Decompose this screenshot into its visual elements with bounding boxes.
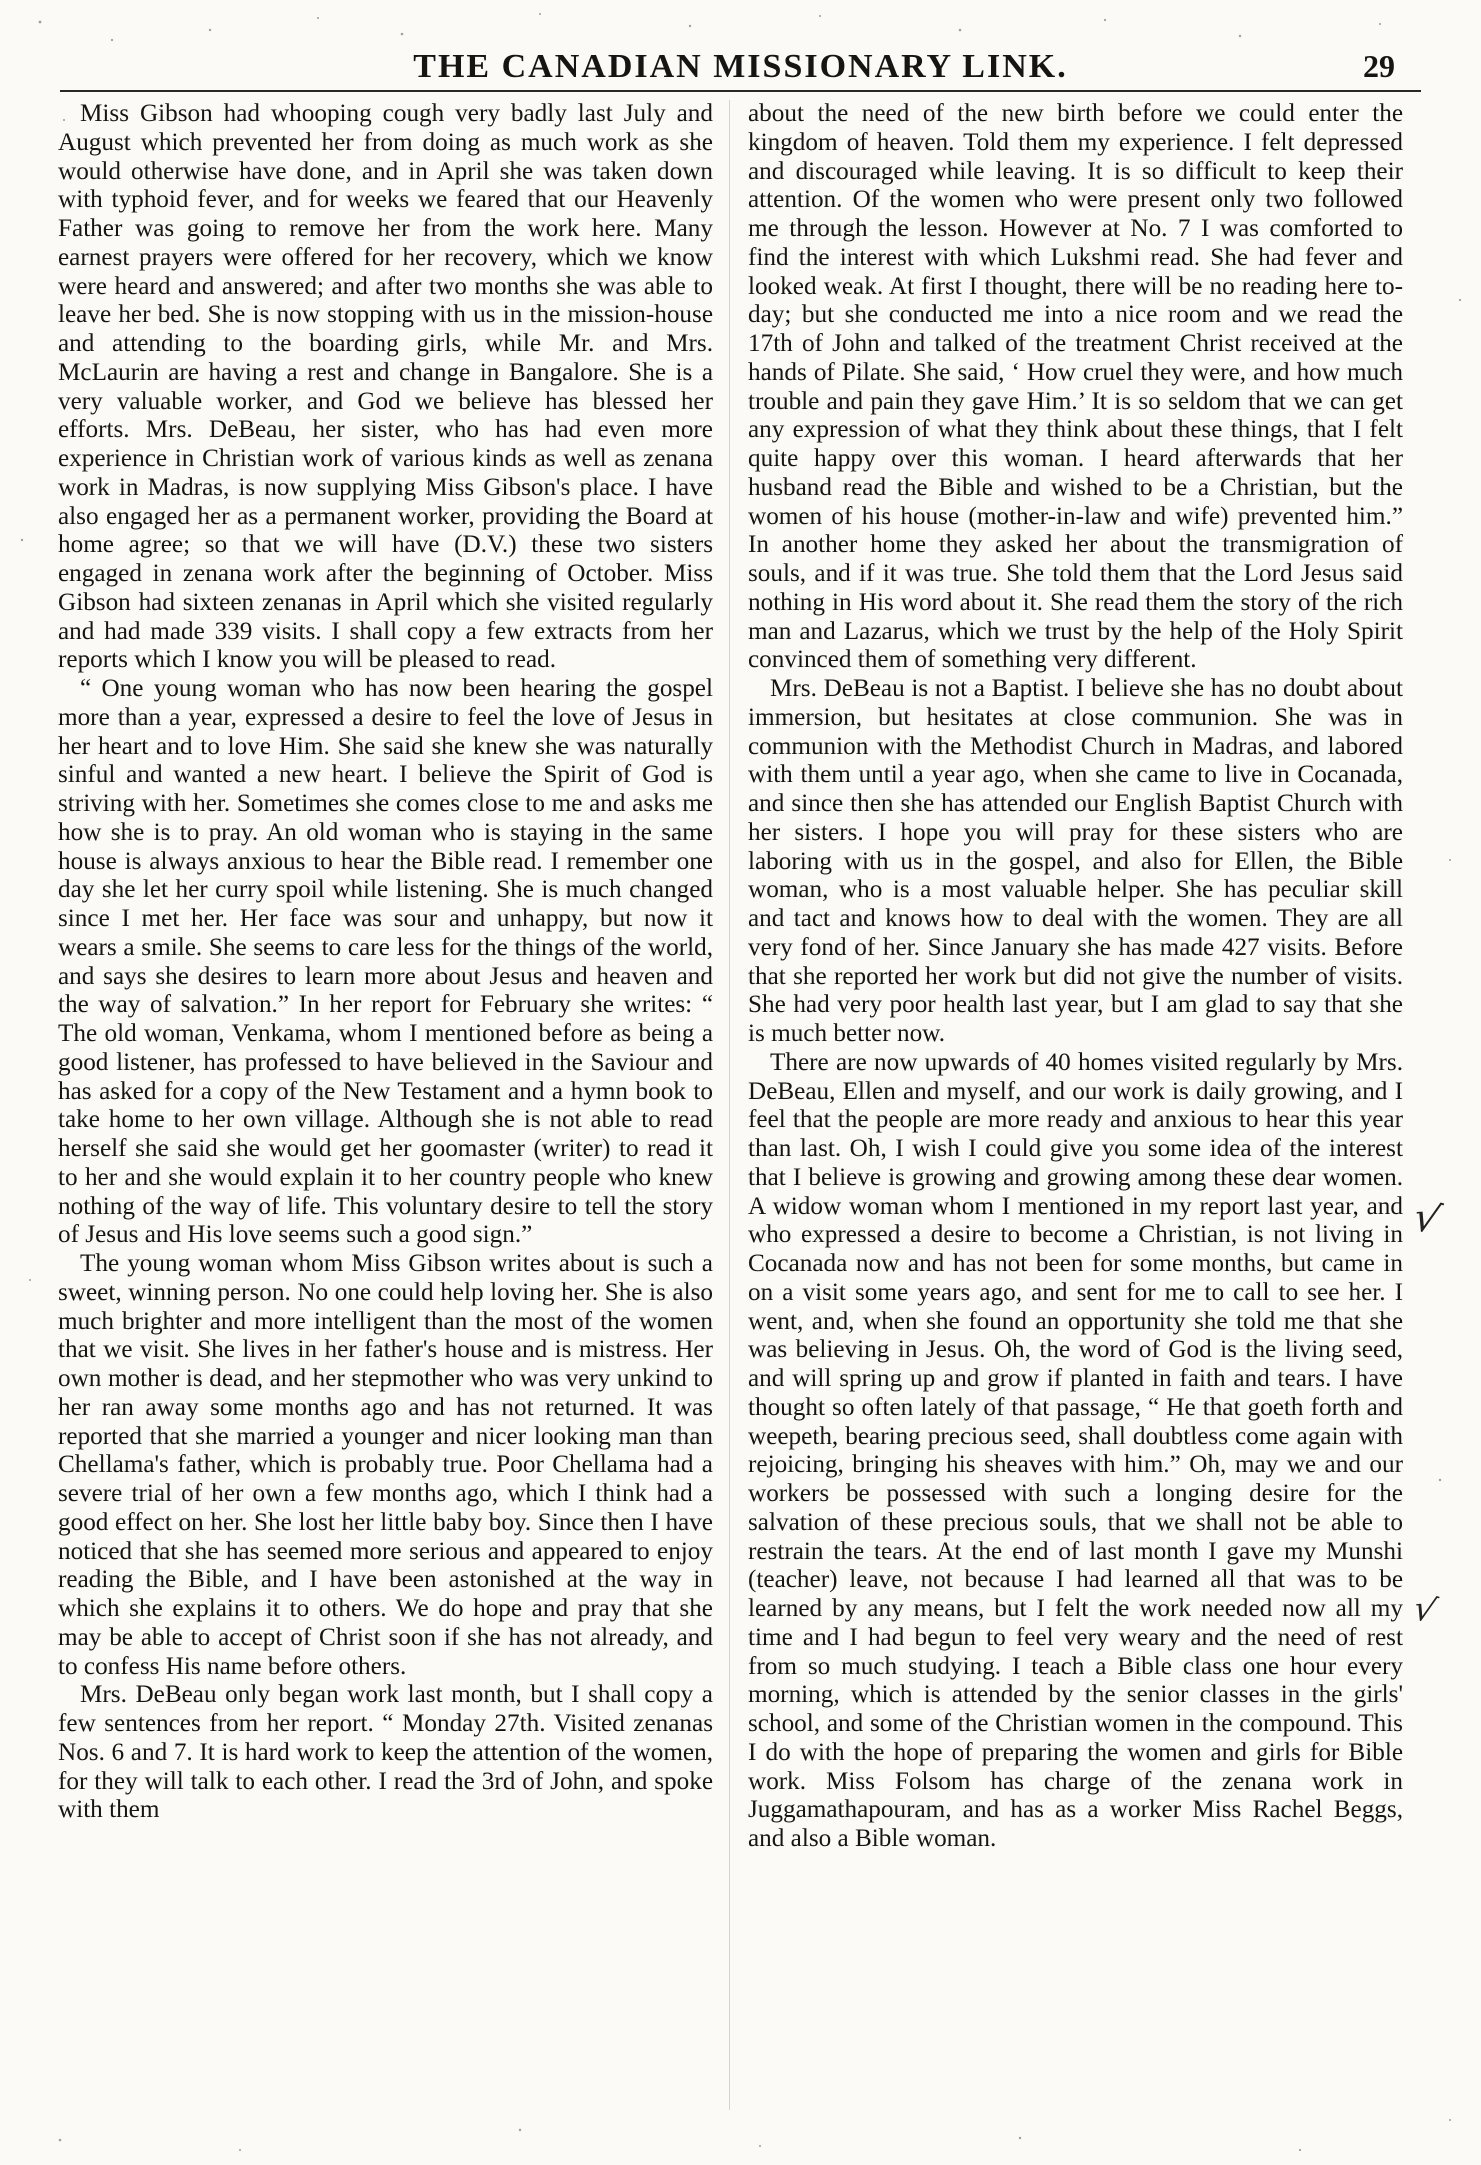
- paragraph: There are now upwards of 40 homes visited regularly by Mrs. DeBeau, Ellen and myself, and our work is daily growing, and I feel that the people are more ready and anxious to hear this year than last. Oh, I wish I could give you some idea of the interest that I believe is growing and growing among these dear women. A widow woman whom I mentioned in my report last year, and who expressed a desire to become a Christian, is not living in Cocanada now and has not been for some months, but came in on a visit some years ago, and sent for me to call to see her. I went, and, when she found an opportunity she told me that she was believing in Jesus. Oh, the word of God is the living seed, and will spring up and grow if planted in faith and tears. I have thought so often lately of that passage, “ He that goeth forth and weepeth, bearing precious seed, shall doubtless come again with rejoicing, bringing his sheaves with him.” Oh, may we and our workers be possessed with such a longing desire for the salvation of these precious souls, that we shall not be able to restrain the tears. At the end of last month I gave my Munshi (teacher) leave, not because I had learned all that was to be learned by any means, but I felt the work needed now all my time and I had begun to feel very weary and the need of rest from so much studying. I teach a Bible class one hour every morning, which is attended by the senior classes in the girls' school, and some of the Christian women in the compound. This I do with the hope of preparing the women and girls for Bible work. Miss Folsom has charge of the zenana work in Juggamathapouram, and has as a worker Miss Rachel Beggs, and also a Bible woman.: [748, 1048, 1403, 1852]
- right-column: [748, 100, 1403, 1854]
- journal-title: THE CANADIAN MISSIONARY LINK.: [413, 48, 1068, 85]
- header-rule: [60, 90, 1421, 92]
- paragraph: The young woman whom Miss Gibson writes about is such a sweet, winning person. No one could help loving her. She is also much brighter and more intelligent than the most of the women that we visit. She lives in her father's house and is mistress. Her own mother is dead, and her stepmother who was very unkind to her ran away some months ago and has not returned. It was reported that she married a younger and nicer looking man than Chellama's father, which is probably true. Poor Chellama had a severe trial of her own a few months ago, which I think had a good effect on her. She lost her little baby boy. Since then I have noticed that she has seemed more serious and appeared to enjoy reading the Bible, and I have been astonished at the way in which she explains it to others. We do hope and pray that she may be able to accept of Christ soon if she has not already, and to confess His name before others.: [58, 1250, 713, 1680]
- left-column: [58, 100, 713, 1825]
- paragraph: Mrs. DeBeau only began work last month, but I shall copy a few sentences from her report. “ Monday 27th. Visited zenanas Nos. 6 and 7. It is hard work to keep the attention of the women, for they will talk to each other. I read the 3rd of John, and spoke with them: [58, 1681, 713, 1824]
- running-header: [60, 42, 1421, 88]
- paragraph: about the need of the new birth before we could enter the kingdom of heaven. Told them my experience. I felt depressed and discouraged while leaving. It is so difficult to keep their attention. Of the women who were present only two followed me through the lesson. However at No. 7 I was comforted to find the interest with which Lukshmi read. She had fever and looked weak. At first I thought, there will be no reading here to-day; but she conducted me into a nice room and we read the 17th of John and talked of the treatment Christ received at the hands of Pilate. She said, ‘ How cruel they were, and how much trouble and pain they gave Him.’ It is so seldom that we can get any expression of what they think about these things, that I felt quite happy over this woman. I heard afterwards that her husband read the Bible and wished to be a Christian, but the women of his house (mother-in-law and wife) prevented him.” In another home they asked her about the transmigration of souls, and if it was true. She told them that the Lord Jesus said nothing in His word about it. She read them the story of the rich man and Lazarus, which we trust by the help of the Holy Spirit convinced them of something very different.: [748, 100, 1403, 674]
- paragraph: Miss Gibson had whooping cough very badly last July and August which prevented her from doing as much work as she would otherwise have done, and in April she was taken down with typhoid fever, and for weeks we feared that our Heavenly Father was going to remove her from the work here. Many earnest prayers were offered for her recovery, which we know were heard and answered; and after two months she was able to leave her bed. She is now stopping with us in the mission-house and attending to the boarding girls, while Mr. and Mrs. McLaurin are having a rest and change in Bangalore. She is a very valuable worker, and God we believe has blessed her efforts. Mrs. DeBeau, her sister, who has had even more experience in Christian work of various kinds as well as zenana work in Madras, is now supplying Miss Gibson's place. I have also engaged her as a permanent worker, providing the Board at home agree; so that we will have (D.V.) these two sisters engaged in zenana work after the beginning of October. Miss Gibson had sixteen zenanas in April which she visited regularly and had made 339 visits. I shall copy a few extracts from her reports which I know you will be pleased to read.: [58, 100, 713, 674]
- paragraph: Mrs. DeBeau is not a Baptist. I believe she has no doubt about immersion, but hesitates at close communion. She was in communion with the Methodist Church in Madras, and labored with them until a year ago, when she came to live in Cocanada, and since then she has attended our English Baptist Church with her sisters. I hope you will pray for these sisters who are laboring with us in the gospel, and also for Ellen, the Bible woman, who is a most valuable helper. She has peculiar skill and tact and knows how to deal with the women. They are all very fond of her. Since January she has made 427 visits. Before that she reported her work but did not give the number of visits. She had very poor health last year, but I am glad to say that she is much better now.: [748, 675, 1403, 1047]
- handwritten-check-mark: √: [1408, 1193, 1446, 1245]
- page-number: 29: [1363, 48, 1395, 84]
- paragraph: “ One young woman who has now been hearing the gospel more than a year, expressed a desire to feel the love of Jesus in her heart and to love Him. She said she knew she was naturally sinful and wanted a new heart. I believe the Spirit of God is striving with her. Sometimes she comes close to me and asks me how she is to pray. An old woman who is staying in the same house is always anxious to hear the Bible read. I remember one day she let her curry spoil while listening. She is much changed since I met her. Her face was sour and unhappy, but now it wears a smile. She seems to care less for the things of the world, and says she desires to learn more about Jesus and heaven and the way of salvation.” In her report for February she writes: “ The old woman, Venkama, whom I mentioned before as being a good listener, has professed to have believed in the Saviour and has asked for a copy of the New Testament and a hymn book to take home to her own village. Although she is not able to read herself she said she would get her goomaster (writer) to read it to her and she would explain it to her country people who knew nothing of the way of life. This voluntary desire to tell the story of Jesus and His love seems such a good sign.”: [58, 675, 713, 1249]
- column-divider: [729, 100, 730, 2110]
- handwritten-check-mark: √: [1409, 1587, 1441, 1633]
